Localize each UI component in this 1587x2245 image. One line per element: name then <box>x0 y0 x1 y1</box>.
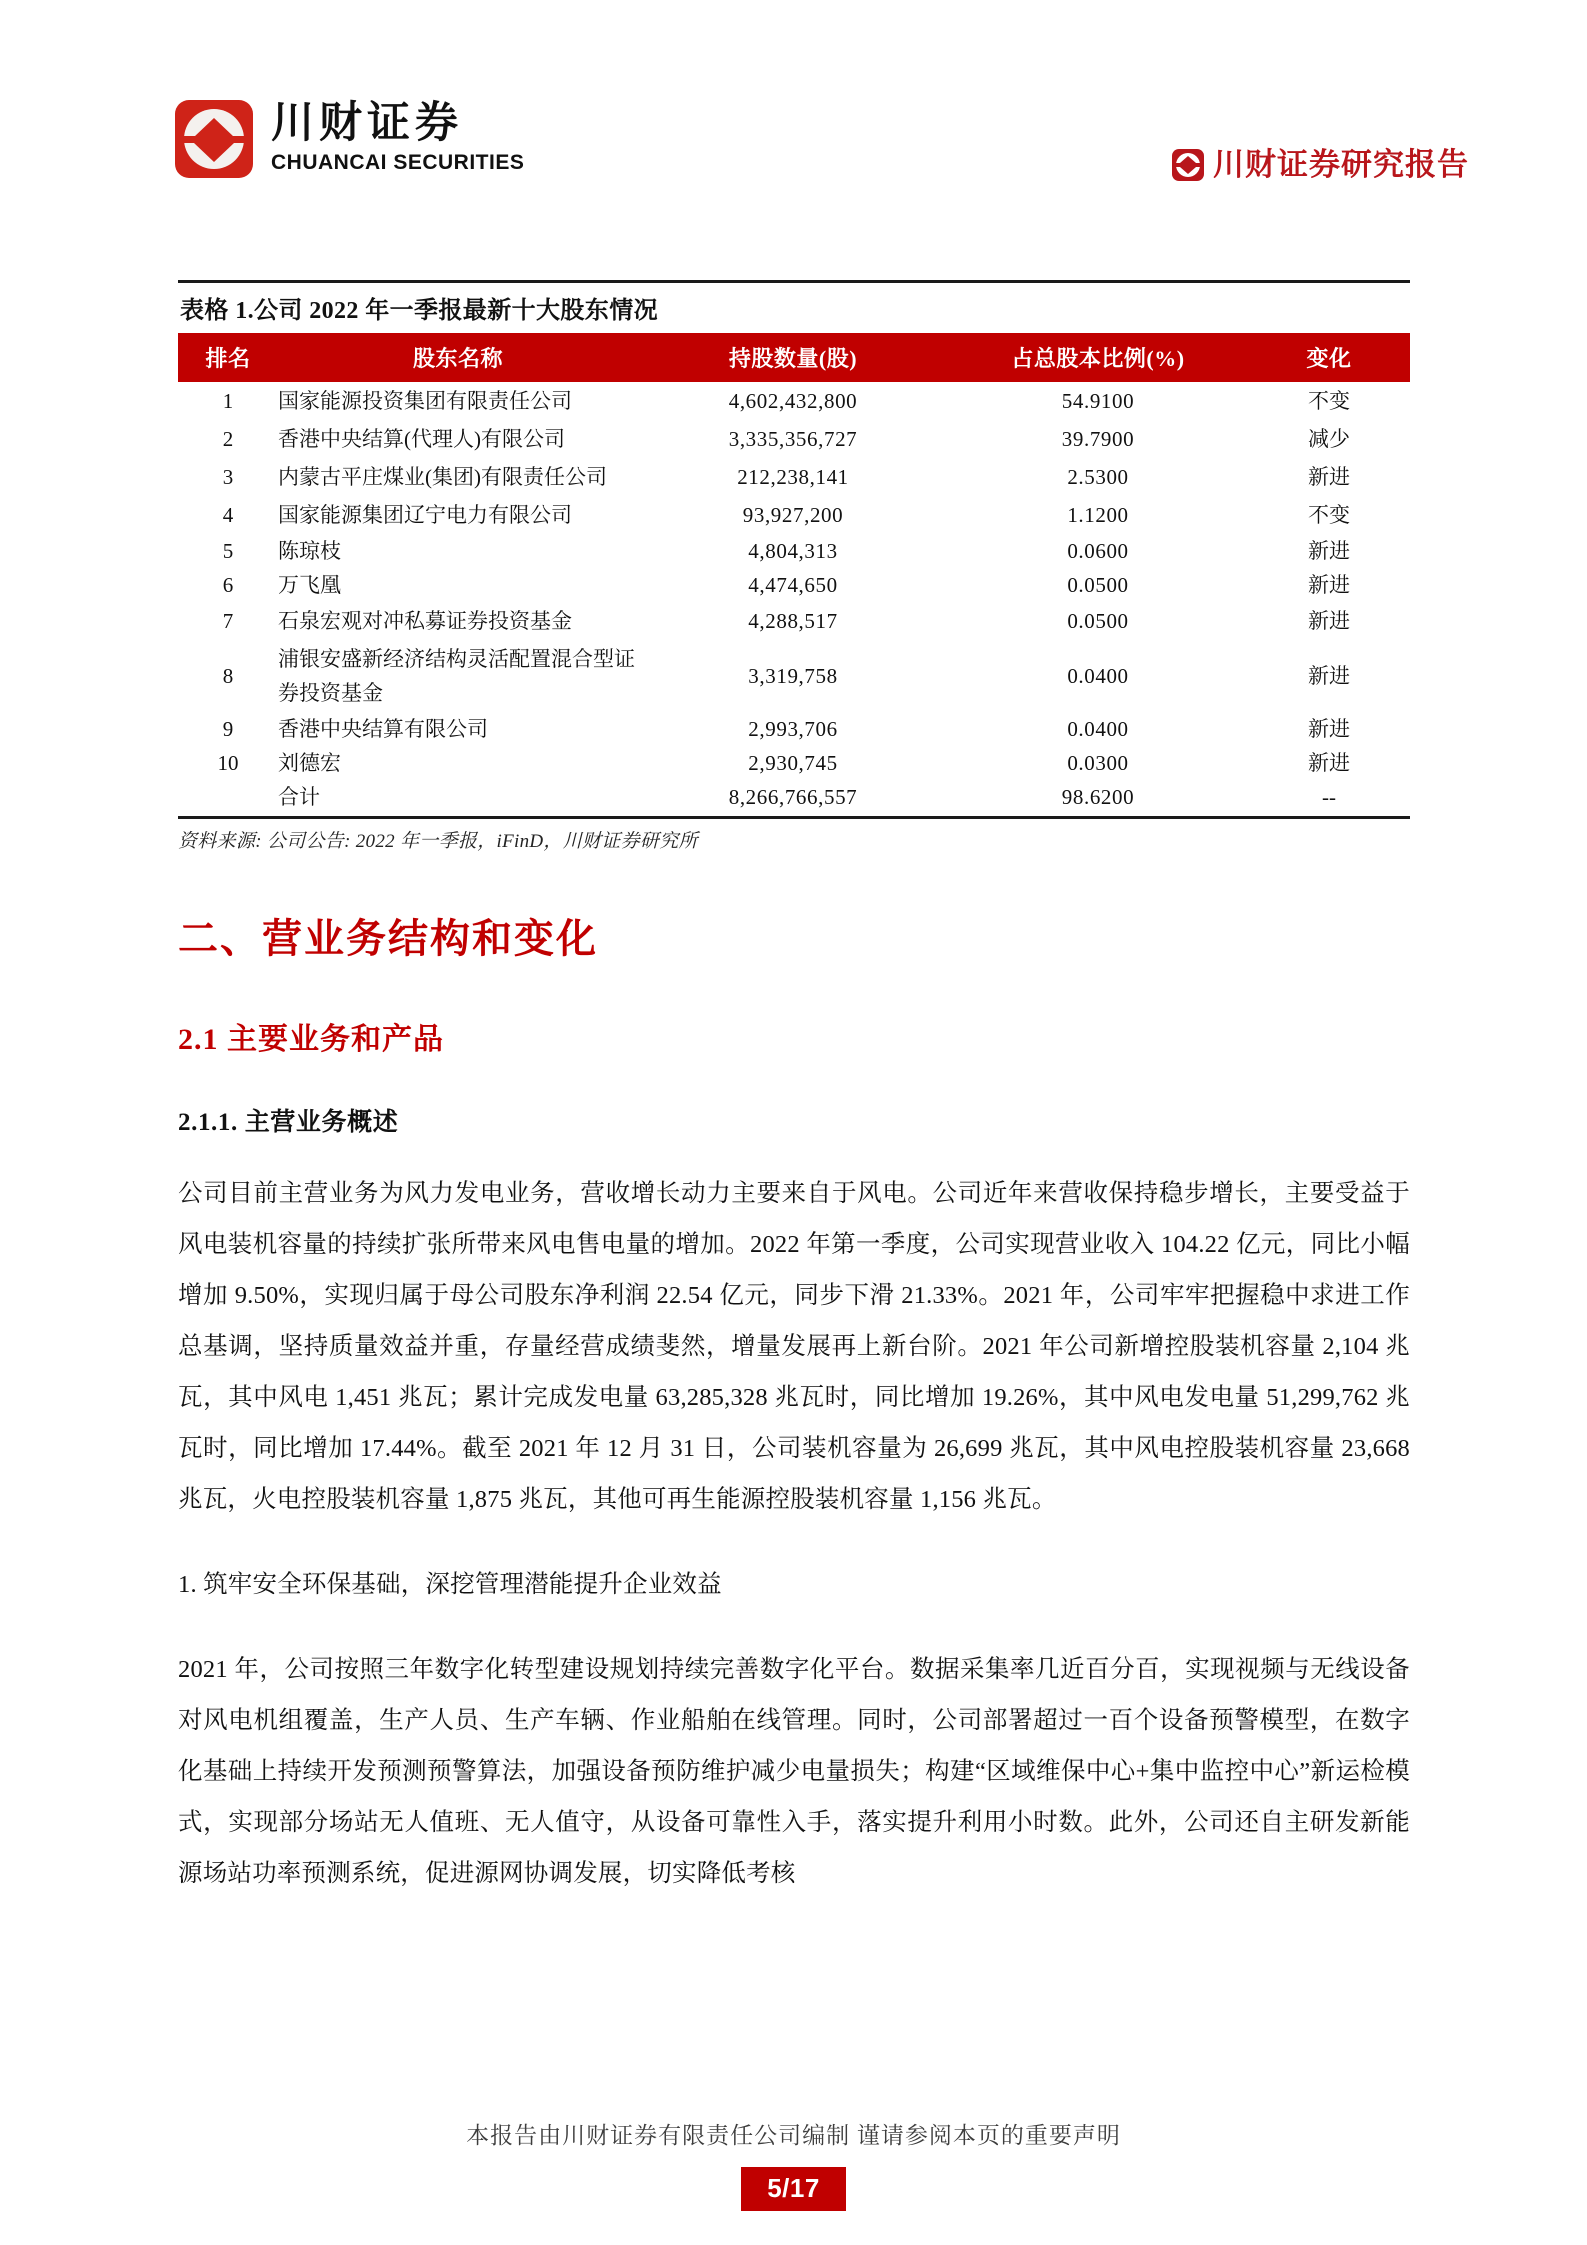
column-header-ratio: 占总股本比例(%) <box>948 333 1248 382</box>
cell-name: 浦银安盛新经济结构灵活配置混合型证券投资基金 <box>278 647 635 705</box>
cell-rank: 10 <box>217 751 239 775</box>
cell-ratio: 0.0400 <box>1067 664 1129 688</box>
cell-rank: 8 <box>222 664 234 688</box>
cell-ratio: 54.9100 <box>1061 389 1135 413</box>
cell-ratio: 98.6200 <box>1061 785 1135 809</box>
cell-ratio: 0.0600 <box>1067 539 1129 563</box>
table-row <box>178 568 1410 602</box>
cell-shares: 4,602,432,800 <box>728 389 858 413</box>
list-item-1: 1. 筑牢安全环保基础，深挖管理潜能提升企业效益 <box>178 1571 722 1598</box>
cell-change: 新进 <box>1308 539 1350 563</box>
cell-rank: 1 <box>222 389 234 413</box>
column-header-name: 股东名称 <box>278 333 638 382</box>
table-row <box>178 602 1410 640</box>
cell-shares: 2,930,745 <box>748 751 838 775</box>
cell-name: 国家能源投资集团有限责任公司 <box>278 389 572 413</box>
cell-shares: 4,474,650 <box>748 573 838 597</box>
report-label-block <box>1172 148 1469 182</box>
logo-text-block <box>271 100 524 176</box>
report-label-text: 川财证券研究报告 <box>1213 147 1469 182</box>
cell-name: 合计 <box>278 785 320 809</box>
table-row <box>178 534 1410 568</box>
cell-change: -- <box>1322 785 1336 809</box>
cell-change: 新进 <box>1308 573 1350 597</box>
cell-change: 新进 <box>1308 465 1350 489</box>
page-content <box>178 250 1410 1899</box>
cell-ratio: 39.7900 <box>1061 427 1135 451</box>
cell-change: 新进 <box>1308 717 1350 741</box>
table-row <box>178 458 1410 496</box>
cell-ratio: 0.0400 <box>1067 717 1129 741</box>
column-header-rank: 排名 <box>178 333 278 382</box>
column-header-shares: 持股数量(股) <box>638 333 948 382</box>
cell-change: 新进 <box>1308 609 1350 633</box>
shareholder-table-block <box>178 280 1410 853</box>
cell-ratio: 1.1200 <box>1067 503 1129 527</box>
cell-change: 不变 <box>1308 503 1350 527</box>
chuancai-logo-icon <box>175 100 253 178</box>
table-title: 表格 1.公司 2022 年一季报最新十大股东情况 <box>180 298 658 324</box>
column-header-change: 变化 <box>1248 333 1410 382</box>
page-number-badge: 5/17 <box>741 2167 846 2211</box>
table-body <box>178 382 1410 814</box>
cell-shares: 212,238,141 <box>737 465 849 489</box>
footer-disclaimer: 本报告由川财证券有限责任公司编制 谨请参阅本页的重要声明 <box>466 2123 1121 2148</box>
table-total-row <box>178 780 1410 814</box>
page-footer <box>0 2117 1587 2211</box>
table-header-row <box>178 333 1410 382</box>
table-row <box>178 746 1410 780</box>
table-row <box>178 382 1410 420</box>
cell-name: 香港中央结算(代理人)有限公司 <box>278 427 565 451</box>
table-row <box>178 420 1410 458</box>
cell-name: 石泉宏观对冲私募证券投资基金 <box>278 609 572 633</box>
cell-shares: 4,288,517 <box>748 609 838 633</box>
cell-name: 刘德宏 <box>278 751 341 775</box>
cell-shares: 2,993,706 <box>748 717 838 741</box>
cell-rank: 9 <box>222 717 234 741</box>
cell-change: 减少 <box>1308 427 1350 451</box>
section-heading-2: 二、营业务结构和变化 <box>178 916 598 961</box>
logo-english-name: CHUANCAI SECURITIES <box>271 151 525 174</box>
cell-rank: 7 <box>222 609 234 633</box>
cell-shares: 8,266,766,557 <box>728 785 858 809</box>
cell-ratio: 0.0500 <box>1067 609 1129 633</box>
cell-ratio: 0.0300 <box>1067 751 1129 775</box>
table-row <box>178 712 1410 746</box>
cell-rank: 3 <box>222 465 234 489</box>
page-header <box>0 0 1587 240</box>
section-heading-2-1: 2.1 主要业务和产品 <box>178 1023 444 1056</box>
company-logo <box>175 100 524 178</box>
table-row <box>178 640 1410 712</box>
cell-rank: 5 <box>222 539 234 563</box>
paragraph-digital-transformation: 2021 年，公司按照三年数字化转型建设规划持续完善数字化平台。数据采集率几近百分百，实现视频与无线设备对风电机组覆盖，生产人员、生产车辆、作业船舶在线管理。同时，公司部署超过一百个设备预警模型，在数字化基础上持续开发预测预警算法，加强设备预防维护减少电量损失；构建“区域维保中心+集中监控中心”新运检模式，实现部分场站无人值班、无人值守，从设备可靠性入手，落实提升利用小时数。此外，公司还自主研发新能源场站功率预测系统，促进源网协调发展，切实降低考核 <box>178 1656 1410 1887</box>
cell-change: 新进 <box>1308 751 1350 775</box>
cell-name: 陈琼枝 <box>278 539 341 563</box>
section-heading-2-1-1: 2.1.1. 主营业务概述 <box>178 1109 399 1136</box>
table-row <box>178 496 1410 534</box>
cell-shares: 4,804,313 <box>748 539 838 563</box>
cell-name: 香港中央结算有限公司 <box>278 717 488 741</box>
cell-shares: 3,335,356,727 <box>728 427 858 451</box>
cell-rank: 4 <box>222 503 234 527</box>
cell-name: 内蒙古平庄煤业(集团)有限责任公司 <box>278 465 607 489</box>
cell-ratio: 2.5300 <box>1067 465 1129 489</box>
logo-chinese-name: 川财证券 <box>271 100 463 147</box>
cell-shares: 3,319,758 <box>748 664 838 688</box>
cell-name: 国家能源集团辽宁电力有限公司 <box>278 503 572 527</box>
shareholder-table <box>178 333 1410 814</box>
cell-ratio: 0.0500 <box>1067 573 1129 597</box>
cell-change: 新进 <box>1308 664 1350 688</box>
cell-rank: 2 <box>222 427 234 451</box>
cell-rank: 6 <box>222 573 234 597</box>
cell-change: 不变 <box>1308 389 1350 413</box>
paragraph-main-business: 公司目前主营业务为风力发电业务，营收增长动力主要来自于风电。公司近年来营收保持稳步增长，主要受益于风电装机容量的持续扩张所带来风电售电量的增加。2022 年第一季度，公司实现营业收入 104.22 亿元，同比小幅增加 9.50%，实现归属于母公司股东净利润 22.54 亿元，同步下滑 21.33%。2021 年，公司牢牢把握稳中求进工作总基调，坚持质量效益并重，存量经营成绩斐然，增量发展再上新台阶。2021 年公司新增控股装机容量 2,104 兆瓦，其中风电 1,451 兆瓦；累计完成发电量 63,285,328 兆瓦时，同比增加 19.26%，其中风电发电量 51,299,762 兆瓦时，同比增加 17.44%。截至 2021 年 12 月 31 日，公司装机容量为 26,699 兆瓦，其中风电控股装机容量 23,668 兆瓦，火电控股装机容量 1,875 兆瓦，其他可再生能源控股装机容量 1,156 兆瓦。 <box>178 1180 1410 1513</box>
cell-rank <box>178 780 278 814</box>
chuancai-mini-logo-icon <box>1172 149 1204 181</box>
cell-name: 万飞凰 <box>278 573 341 597</box>
cell-shares: 93,927,200 <box>742 503 844 527</box>
table-source-note: 资料来源: 公司公告: 2022 年一季报，iFinD，川财证券研究所 <box>178 831 698 852</box>
